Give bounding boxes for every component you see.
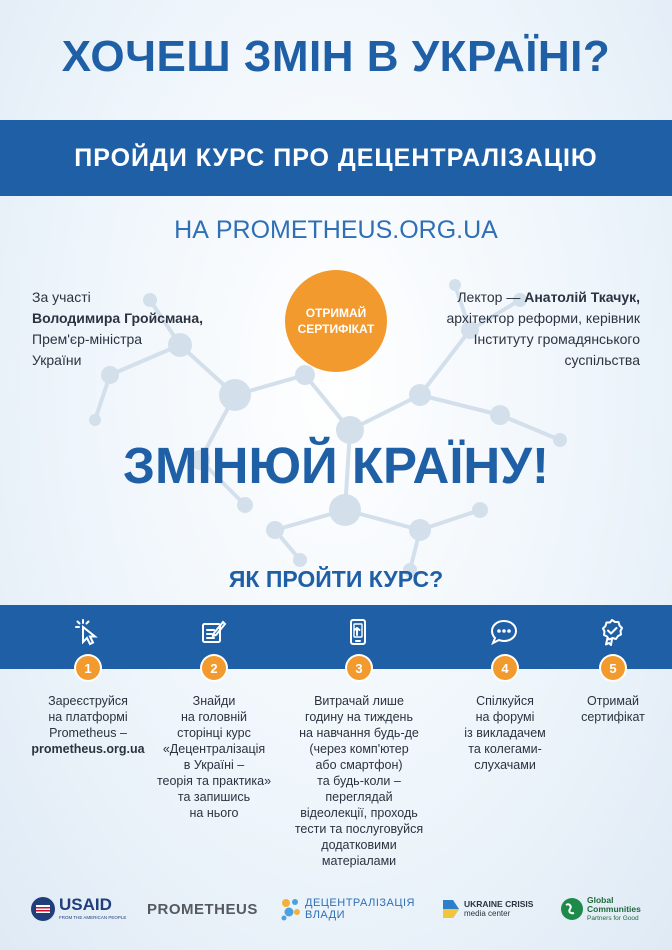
step-2-line: в Україні – — [183, 758, 245, 772]
step-4-line: слухачами — [474, 758, 536, 772]
ucmc-line-2: media center — [464, 909, 511, 918]
lecturer-org-2: суспільства — [564, 352, 640, 368]
decentralization-line-2: ВЛАДИ — [305, 909, 345, 921]
step-2-line: теорія та практика» — [156, 774, 272, 788]
gc-line-2: Communities — [587, 903, 641, 914]
participation-line: За участі — [32, 289, 91, 305]
ucmc-flag-icon — [441, 898, 461, 920]
slogan: ЗМІНЮЙ КРАЇНУ! — [123, 437, 549, 494]
step-2-line: та запишись — [177, 790, 251, 804]
edit-note-icon — [198, 617, 228, 647]
step-3-line: відеолекції, проходь — [300, 806, 418, 820]
step-3-line: та будь-коли – — [317, 774, 401, 788]
step-2-line: на головній — [181, 710, 247, 724]
lecturer-prefix: Лектор — — [457, 289, 525, 305]
usaid-tagline: FROM THE AMERICAN PEOPLE — [59, 914, 127, 920]
step-text-3 — [286, 693, 432, 869]
how-to-title: ЯК ПРОЙТИ КУРС? — [228, 566, 444, 592]
gc-line-3: Partners for Good — [587, 914, 639, 922]
main-title: ХОЧЕШ ЗМІН В УКРАЇНІ? — [61, 32, 611, 81]
certificate-icon — [597, 617, 627, 647]
step-2-line: сторінці курс — [177, 726, 251, 740]
step-number-3: 3 — [347, 656, 371, 680]
course-banner — [0, 120, 672, 196]
step-4-line: Спілкуйся — [476, 694, 534, 708]
step-1-link[interactable]: prometheus.org.ua — [31, 742, 145, 756]
step-3-line: годину на тиждень — [305, 710, 413, 724]
step-3-line: або смартфон) — [315, 758, 403, 772]
certificate-badge — [285, 270, 387, 372]
usaid-name: USAID — [59, 894, 112, 914]
lecturer-name: Анатолій Ткачук, — [524, 289, 640, 305]
global-communities-logo[interactable] — [560, 892, 641, 926]
badge-line-1: ОТРИМАЙ — [305, 306, 367, 320]
step-number-2: 2 — [202, 656, 226, 680]
step-3-line: на навчання будь-де — [299, 726, 419, 740]
step-number-1: 1 — [76, 656, 100, 680]
prometheus-name: PROMETHEUS — [147, 900, 258, 918]
step-text-5 — [566, 693, 660, 725]
globe-icon — [560, 897, 584, 921]
step-5-line: Отримай — [587, 694, 639, 708]
site-link[interactable]: НА PROMETHEUS.ORG.UA — [174, 216, 498, 244]
step-3-line: тести та послуговуйся — [294, 822, 424, 836]
decentralization-line-1: ДЕЦЕНТРАЛІЗАЦІЯ — [305, 897, 415, 909]
usaid-seal-icon — [30, 896, 56, 922]
step-1-line: Prometheus – — [49, 726, 127, 740]
decentralization-logo[interactable] — [280, 892, 415, 926]
ucmc-logo[interactable] — [441, 892, 533, 926]
step-4-line: на форумі — [475, 710, 535, 724]
step-text-1 — [18, 693, 158, 757]
step-4-line: із викладачем — [464, 726, 546, 740]
step-3-line: Витрачай лише — [314, 694, 404, 708]
lecturer-role: архітектор реформи, керівник — [446, 310, 640, 326]
step-4-line: та колегами- — [468, 742, 542, 756]
step-2-line: Знайди — [192, 694, 236, 708]
lecturer-note — [400, 287, 640, 371]
step-2-line: на нього — [189, 806, 239, 820]
smartphone-icon — [343, 617, 373, 647]
prometheus-logo[interactable] — [147, 892, 258, 926]
decentralization-dots-icon — [280, 896, 302, 922]
banner-text: ПРОЙДИ КУРС ПРО ДЕЦЕНТРАЛІЗАЦІЮ — [74, 143, 598, 172]
lecturer-org: Інституту громадянського — [473, 331, 640, 347]
step-number-5: 5 — [601, 656, 625, 680]
participant-country: України — [32, 352, 82, 368]
step-5-line: сертифікат — [581, 710, 645, 724]
cursor-click-icon — [72, 617, 102, 647]
step-1-line: на платформі — [48, 710, 128, 724]
ucmc-line-1: UKRAINE CRISIS — [464, 899, 534, 909]
step-1-line: Зареєструйся — [48, 694, 128, 708]
chat-bubble-icon — [489, 617, 519, 647]
gc-line-1: Global — [587, 894, 614, 905]
partner-logos — [0, 892, 672, 932]
step-3-line: (через комп'ютер — [309, 742, 409, 756]
step-3-line: переглядай — [325, 790, 393, 804]
participant-role: Прем'єр-міністра — [32, 331, 143, 347]
step-3-line: додатковими матеріалами — [321, 838, 397, 868]
participant-name: Володимира Гройсмана, — [32, 310, 204, 326]
participation-note — [32, 287, 232, 371]
badge-line-2: СЕРТИФІКАТ — [297, 322, 375, 336]
step-text-4 — [446, 693, 564, 773]
step-number-4: 4 — [493, 656, 517, 680]
step-2-line: «Децентралізація — [162, 742, 266, 756]
usaid-logo[interactable] — [30, 892, 126, 926]
step-text-2 — [150, 693, 278, 821]
